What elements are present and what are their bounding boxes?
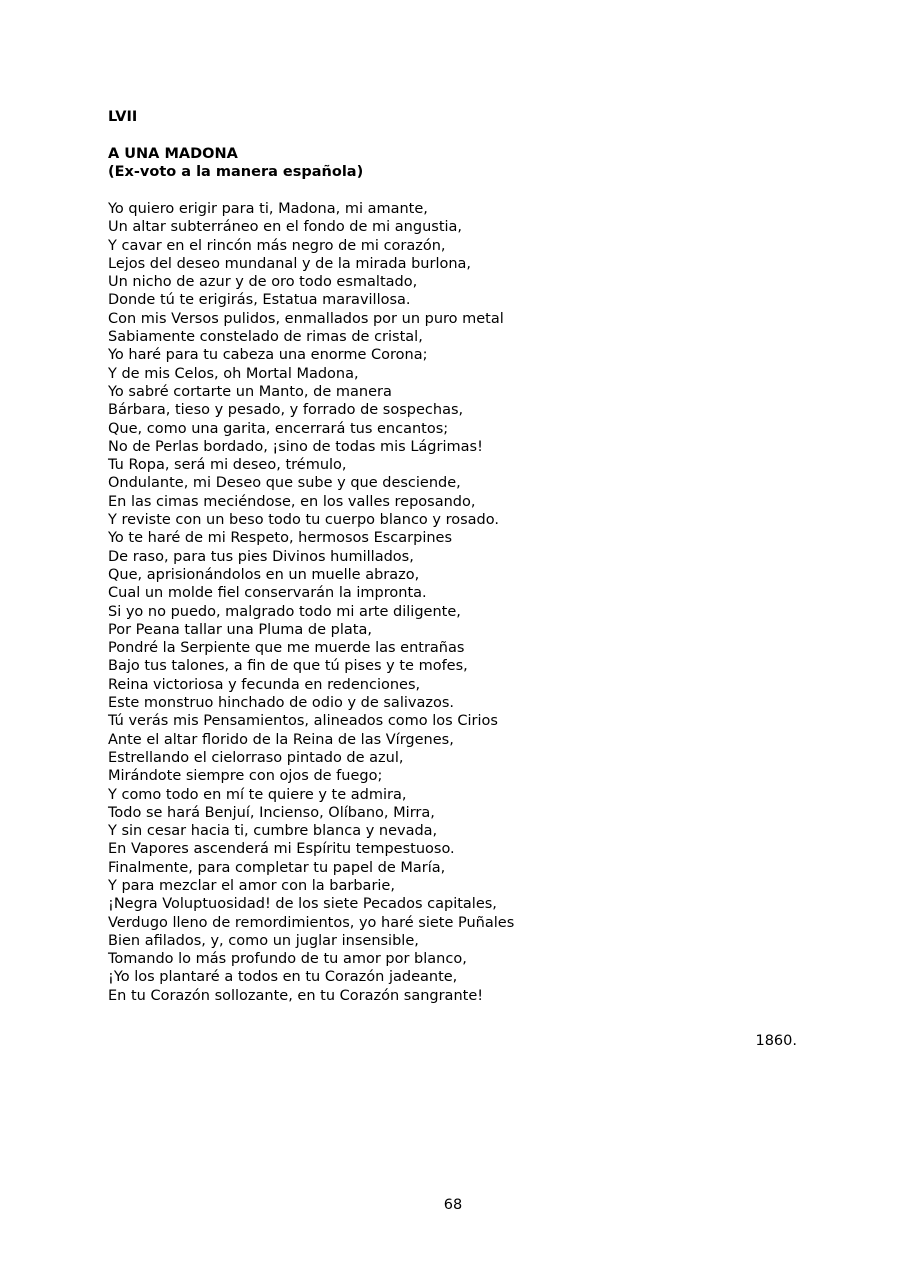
poem-line: Un nicho de azur y de oro todo esmaltado,	[108, 274, 418, 291]
poem-line: Estrellando el cielorraso pintado de azul,	[108, 749, 404, 766]
poem-line: Reina victoriosa y fecunda en redenciones,	[108, 676, 421, 693]
poem-line: Y de mis Celos, oh Mortal Madona,	[108, 365, 359, 382]
poem-line: ¡Negra Voluptuosidad! de los siete Pecados capitales,	[108, 896, 497, 913]
poem-line: Y para mezclar el amor con la barbarie,	[108, 877, 395, 894]
poem-line: Sabiamente constelado de rimas de cristal,	[108, 329, 423, 346]
poem-line: Yo haré para tu cabeza una enorme Corona;	[108, 347, 428, 364]
poem-title-block	[108, 145, 363, 182]
poem-line: Y cavar en el rincón más negro de mi corazón,	[108, 237, 446, 254]
poem-line: Un altar subterráneo en el fondo de mi angustia,	[108, 219, 463, 236]
poem-line: Todo se hará Benjuí, Incienso, Olíbano, Mirra,	[108, 804, 435, 821]
poem-line: Este monstruo hinchado de odio y de salivazos.	[108, 695, 454, 712]
poem-line: En tu Corazón sollozante, en tu Corazón sangrante!	[108, 987, 484, 1004]
poem-line: Finalmente, para completar tu papel de María,	[108, 859, 446, 876]
poem-line: En Vapores ascenderá mi Espíritu tempestuoso.	[108, 841, 455, 858]
poem-line: Cual un molde fiel conservarán la impronta.	[108, 585, 427, 602]
poem-line: Por Peana tallar una Pluma de plata,	[108, 621, 372, 638]
poem-line: De raso, para tus pies Divinos humillados,	[108, 548, 414, 565]
poem-line: Y reviste con un beso todo tu cuerpo blanco y rosado.	[108, 512, 499, 529]
poem-subtitle: (Ex-voto a la manera española)	[108, 164, 364, 181]
poem-line: Ante el altar florido de la Reina de las Vírgenes,	[108, 731, 454, 748]
section-number: LVII	[108, 109, 138, 125]
poem-line: Bien afilados, y, como un juglar insensible,	[108, 932, 419, 949]
poem-line: Mirándote siempre con ojos de fuego;	[108, 768, 383, 785]
poem-line: Bajo tus talones, a fin de que tú pises y te mofes,	[108, 658, 468, 675]
poem-line: Tomando lo más profundo de tu amor por blanco,	[108, 951, 467, 968]
poem-line: Yo sabré cortarte un Manto, de manera	[108, 383, 392, 400]
poem-line: Si yo no puedo, malgrado todo mi arte diligente,	[108, 603, 461, 620]
poem-line: Bárbara, tieso y pesado, y forrado de sospechas,	[108, 402, 464, 419]
poem-title: A UNA MADONA	[108, 146, 238, 162]
poem-line: Que, como una garita, encerrará tus encantos;	[108, 420, 449, 437]
poem-body	[108, 200, 514, 1005]
poem-line: Y sin cesar hacia ti, cumbre blanca y nevada,	[108, 823, 438, 840]
poem-line: Que, aprisionándolos en un muelle abrazo,	[108, 566, 420, 583]
poem-line: Donde tú te erigirás, Estatua maravillosa.	[108, 292, 411, 309]
poem-line: Tú verás mis Pensamientos, alineados como los Cirios	[108, 713, 498, 730]
poem-line: Tu Ropa, será mi deseo, trémulo,	[108, 457, 347, 474]
poem-line: Y como todo en mí te quiere y te admira,	[108, 786, 407, 803]
poem-line: Yo quiero erigir para ti, Madona, mi amante,	[108, 201, 428, 217]
poem-line: ¡Yo los plantaré a todos en tu Corazón jadeante,	[108, 969, 458, 986]
poem-line: Pondré la Serpiente que me muerde las entrañas	[108, 640, 465, 657]
poem-line: No de Perlas bordado, ¡sino de todas mis Lágrimas!	[108, 438, 483, 455]
poem-line: Con mis Versos pulidos, enmallados por un puro metal	[108, 310, 504, 327]
poem-date: 1860.	[755, 1033, 797, 1049]
poem-line: Yo te haré de mi Respeto, hermosos Escarpines	[108, 530, 453, 547]
poem-line: En las cimas meciéndose, en los valles reposando,	[108, 493, 476, 510]
page-number: 68	[443, 1197, 463, 1213]
poem-line: Verdugo lleno de remordimientos, yo haré siete Puñales	[108, 914, 515, 931]
poem-line: Lejos del deseo mundanal y de la mirada burlona,	[108, 255, 472, 272]
poem-line: Ondulante, mi Deseo que sube y que desciende,	[108, 475, 461, 492]
